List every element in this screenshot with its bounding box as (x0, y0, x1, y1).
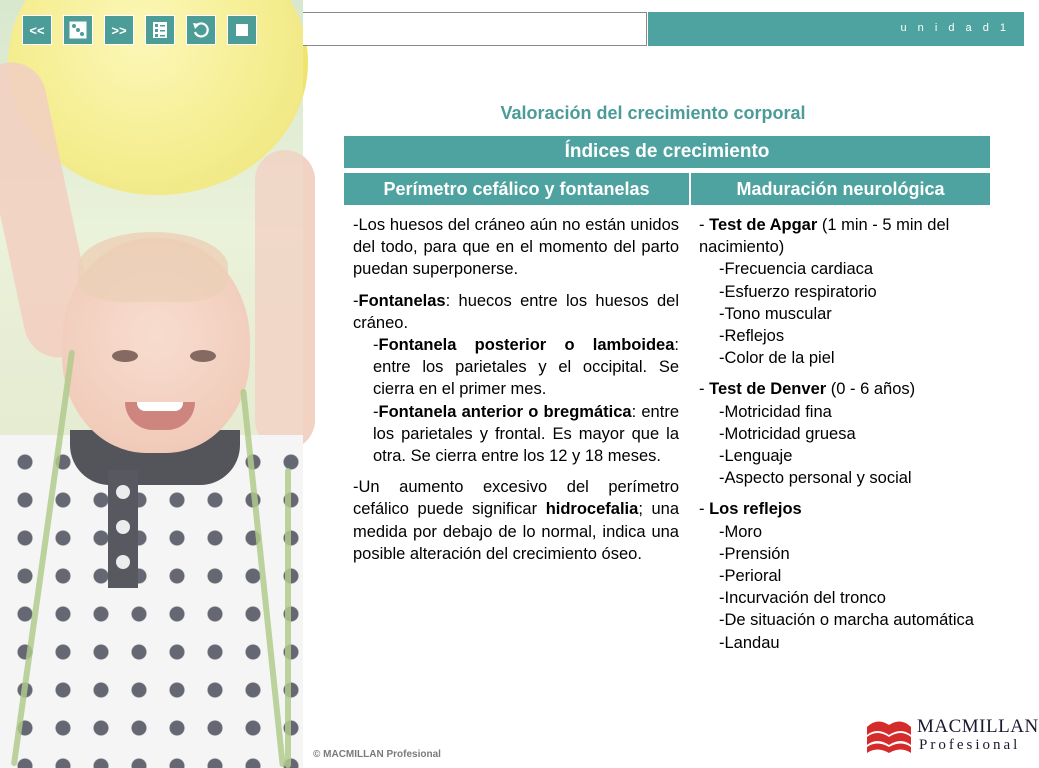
photo-fade (0, 0, 303, 768)
reflejos-heading (699, 498, 989, 520)
unit-label: u n i d a d 1 (900, 22, 1010, 34)
list-item: -Tono muscular (719, 304, 832, 323)
baby-photo (0, 0, 303, 768)
previous-button[interactable] (22, 15, 52, 45)
list-item: -Perioral (719, 567, 782, 586)
list-item: -Landau (719, 633, 780, 652)
column-headers (344, 173, 990, 205)
stop-icon (232, 20, 252, 40)
header-teal-band (648, 12, 1024, 46)
list-item: -Motricidad gruesa (719, 424, 856, 443)
list-item: -Aspecto personal y social (719, 469, 912, 488)
anterior-fontanela-definition: : entre los parietales y frontal. Es mayor que la otra. Se cierra entre los 12 y 18 meses. (373, 402, 679, 466)
apgar-heading (699, 214, 989, 258)
list-item: -Lenguaje (719, 447, 793, 466)
list-item: -Esfuerzo respiratorio (719, 282, 877, 301)
denver-list (699, 401, 989, 490)
list-item: -Color de la piel (719, 349, 835, 368)
list-item: -Prensión (719, 544, 790, 563)
dice-icon (68, 20, 88, 40)
table-header: Índices de crecimiento (344, 136, 990, 168)
page-title: Valoración del crecimiento corporal (500, 103, 806, 123)
next-button[interactable] (104, 15, 134, 45)
apgar-list (699, 258, 989, 369)
list-icon (150, 20, 170, 40)
header-bar (303, 12, 1024, 46)
list-item: -Motricidad fina (719, 402, 832, 421)
posterior-fontanela-term: Fontanela posterior o lamboidea (378, 336, 675, 355)
macmillan-logo-icon (865, 715, 913, 755)
dash: - (353, 291, 359, 310)
dash: - (373, 336, 379, 355)
dash: - (373, 402, 379, 421)
dash: - (699, 380, 710, 399)
list-item: -Frecuencia cardiaca (719, 260, 874, 279)
apgar-timing: (1 min - 5 min del nacimiento) (699, 216, 950, 257)
logo-subtitle: Profesional (919, 737, 1021, 753)
apgar-term: Test de Apgar (709, 216, 818, 234)
dash: - (699, 216, 710, 234)
denver-heading (699, 378, 989, 400)
navigation-toolbar (22, 15, 257, 45)
list-item: -Reflejos (719, 327, 785, 346)
macmillan-logo (865, 713, 1039, 758)
cranium-paragraph: -Los huesos del cráneo aún no están unidos del todo, para que en el momento del parto puedan superponerse. (353, 216, 679, 279)
logo-name: MACMILLAN (917, 716, 1039, 737)
next-label: >> (111, 22, 127, 38)
list-item: -Moro (719, 522, 763, 541)
stop-button[interactable] (227, 15, 257, 45)
posterior-fontanela-paragraph (353, 334, 679, 401)
hydrocephalus-rest: ; una medida por debajo de lo normal, indica una posible alteración del crecimiento óseo. (353, 500, 680, 563)
list-item: -Incurvación del tronco (719, 589, 886, 608)
denver-term: Test de Denver (709, 380, 827, 399)
fontanelas-definition: : huecos entre los huesos del cráneo. (353, 291, 679, 332)
undo-button[interactable] (186, 15, 216, 45)
dash: - (699, 500, 710, 519)
header-field (303, 12, 647, 46)
column-header-right: Maduración neurológica (691, 173, 990, 205)
growth-table (344, 136, 990, 205)
reflejos-term: Los reflejos (709, 500, 802, 519)
list-item: -De situación o marcha automática (719, 611, 974, 630)
fontanelas-paragraph (353, 290, 679, 334)
hydrocephalus-intro: -Un aumento excesivo del perímetro cefálico puede significar (353, 478, 679, 519)
hydrocephalus-term: hidrocefalia (545, 500, 639, 519)
anterior-fontanela-paragraph (353, 401, 679, 468)
right-column (699, 214, 989, 654)
posterior-fontanela-definition: : entre los parietales y el occipital. Se cierra en el primer mes. (373, 336, 679, 399)
denver-age-range: (0 - 6 años) (826, 380, 916, 399)
undo-icon (191, 20, 211, 40)
reflejos-list (699, 521, 989, 654)
anterior-fontanela-term: Fontanela anterior o bregmática (378, 402, 632, 421)
previous-label: << (29, 22, 45, 38)
fontanelas-term: Fontanelas (358, 291, 446, 310)
copyright-notice: © MACMILLAN Profesional (313, 749, 441, 760)
left-column (353, 214, 679, 565)
hydrocephalus-paragraph (353, 476, 679, 565)
index-button[interactable] (145, 15, 175, 45)
dice-button[interactable] (63, 15, 93, 45)
column-header-left: Perímetro cefálico y fontanelas (344, 173, 689, 205)
